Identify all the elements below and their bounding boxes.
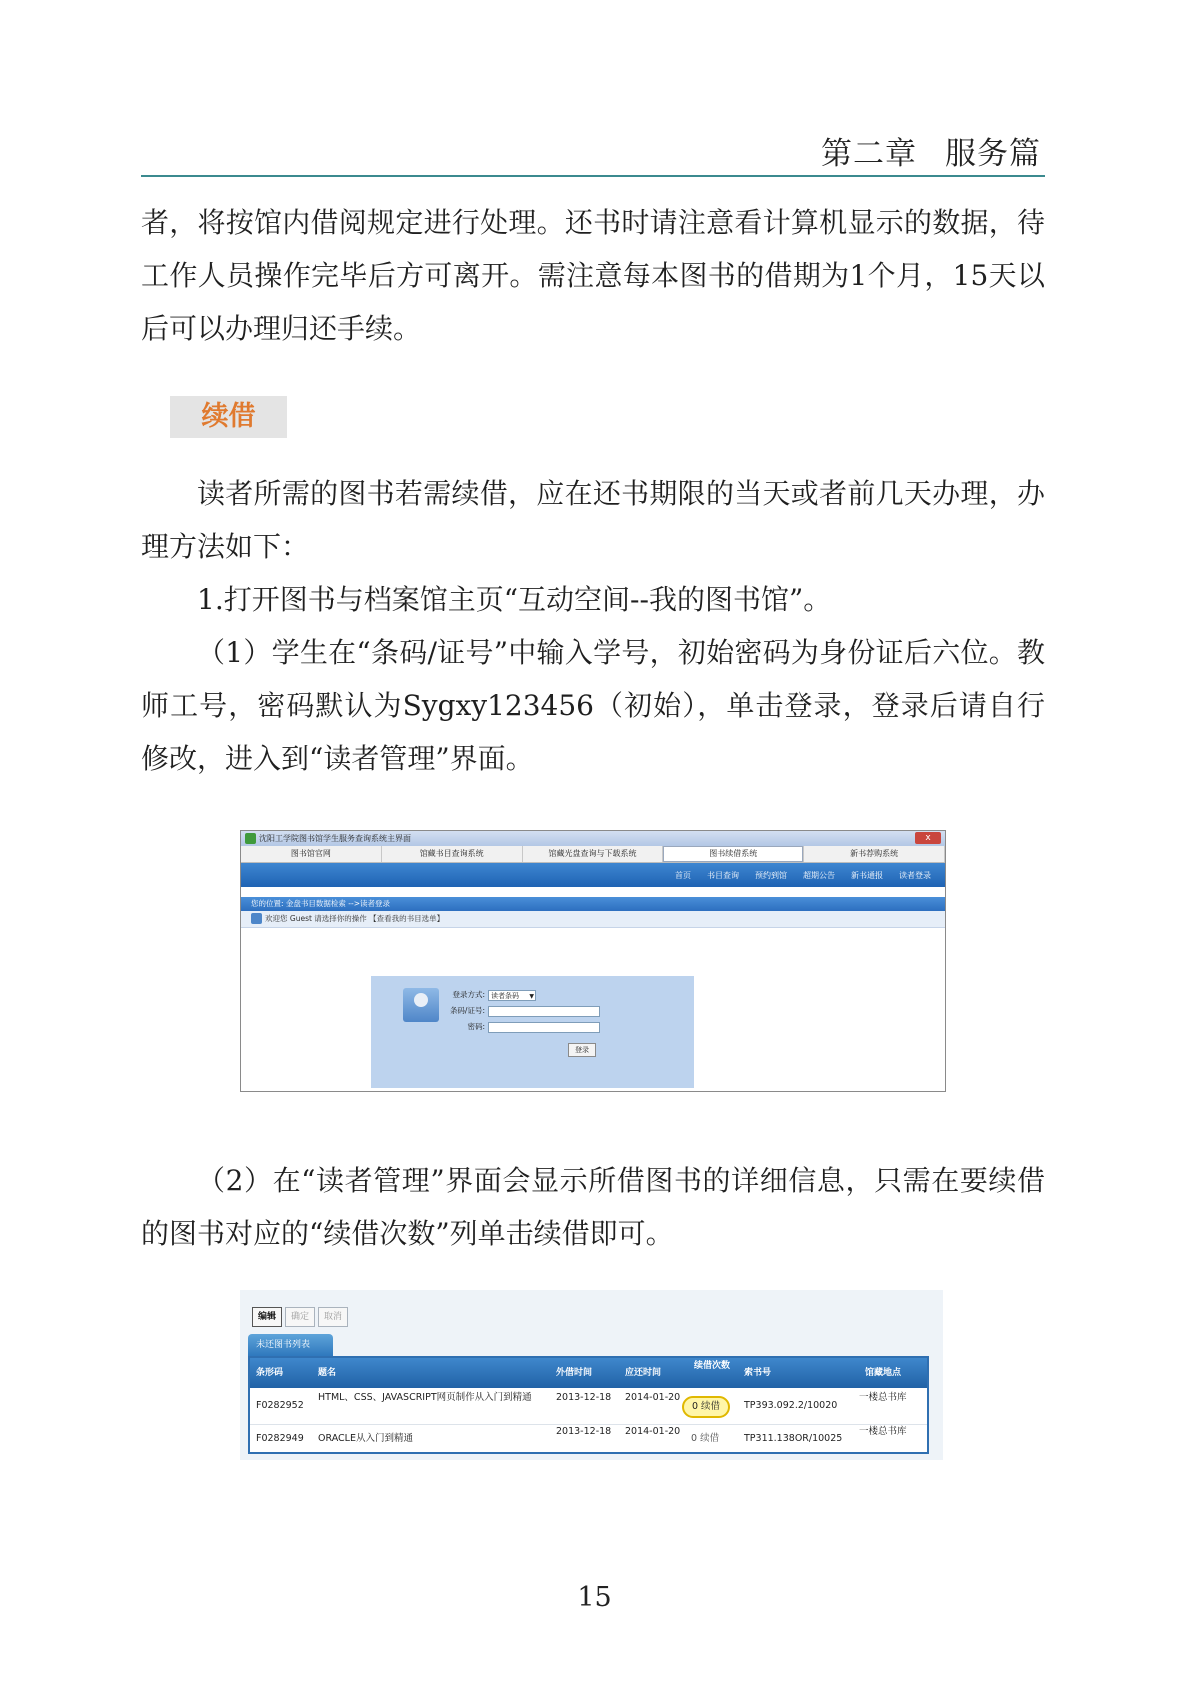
window-title: 沈阳工学院图书馆学生服务查询系统主界面 <box>259 834 411 843</box>
renew-link[interactable]: 0 续借 <box>691 1433 720 1444</box>
cell-lend-date: 2013-12-18 <box>556 1392 612 1403</box>
col-title: 题名 <box>318 1368 337 1378</box>
edit-button[interactable]: 编辑 <box>252 1307 282 1327</box>
col-call-number: 索书号 <box>744 1368 772 1378</box>
tab-book-recommend[interactable]: 新书荐购系统 <box>804 846 945 862</box>
cell-call-number: TP393.092.2/10020 <box>744 1400 838 1411</box>
nav-overdue[interactable]: 超期公告 <box>803 870 835 880</box>
cell-lend-date: 2013-12-18 <box>556 1426 612 1437</box>
password-input[interactable] <box>488 1022 600 1033</box>
page-number: 15 <box>577 1582 612 1613</box>
cell-location: 一楼总书库 <box>859 1392 907 1403</box>
cell-call-number: TP311.138OR/10025 <box>744 1433 843 1444</box>
header-rule <box>141 175 1045 177</box>
cell-due-date: 2014-01-20 <box>625 1426 681 1437</box>
barcode-input[interactable] <box>488 1006 600 1017</box>
table-header <box>250 1358 927 1388</box>
col-renew-count: 续借次数 <box>694 1361 731 1371</box>
nav-catalog[interactable]: 书目查询 <box>707 870 739 880</box>
login-screenshot <box>240 830 946 1092</box>
system-tabs <box>241 846 945 863</box>
col-due-date: 应还时间 <box>625 1368 662 1378</box>
cell-title: HTML、CSS、JAVASCRIPT网页制作从入门到精通 <box>318 1392 532 1403</box>
cell-title: ORACLE从入门到精通 <box>318 1433 413 1444</box>
section-title-renew: 续借 <box>170 396 287 438</box>
cell-barcode: F0282952 <box>256 1400 304 1411</box>
col-barcode: 条形码 <box>256 1368 284 1378</box>
cell-due-date: 2014-01-20 <box>625 1392 681 1403</box>
tab-unreturned-books[interactable]: 未还图书列表 <box>248 1334 333 1356</box>
login-button[interactable]: 登录 <box>568 1043 596 1057</box>
col-location: 馆藏地点 <box>865 1368 902 1378</box>
tab-renew-system[interactable]: 图书续借系统 <box>663 846 804 862</box>
login-area <box>241 928 945 1090</box>
breadcrumb: 您的位置: 金盘书目数据检索 -->读者登录 <box>241 897 945 911</box>
barcode-label: 条码/证号: <box>449 1006 485 1015</box>
tab-library-site[interactable]: 图书馆官网 <box>241 846 382 862</box>
app-icon <box>245 833 256 844</box>
user-icon <box>251 913 262 924</box>
login-method-value: 读者条码 <box>491 991 519 1000</box>
login-method-select[interactable] <box>488 990 536 1001</box>
password-label: 密码: <box>467 1022 485 1031</box>
paragraph-step-1-1: （1）学生在“条码/证号”中输入学号，初始密码为身份证后六位。教师工号，密码默认为Sygxy123456（初始），单击登录，登录后请自行修改，进入到“读者管理”界面。 <box>141 636 1045 775</box>
top-nav <box>241 863 945 887</box>
nav-new-books[interactable]: 新书通报 <box>851 870 883 880</box>
password-row <box>431 1021 600 1033</box>
tab-catalog-search[interactable]: 馆藏书目查询系统 <box>382 846 523 862</box>
nav-home[interactable]: 首页 <box>675 870 691 880</box>
close-icon[interactable]: x <box>915 832 941 844</box>
chevron-down-icon: ▼ <box>529 992 534 1000</box>
renew-button[interactable]: 0 续借 <box>682 1396 730 1418</box>
tab-cd-download[interactable]: 馆藏光盘查询与下载系统 <box>523 846 664 862</box>
nav-reader-login[interactable]: 读者登录 <box>899 870 931 880</box>
confirm-button[interactable]: 确定 <box>285 1307 315 1327</box>
paragraph-renew-intro: 读者所需的图书若需续借，应在还书期限的当天或者前几天办理，办理方法如下： <box>141 477 1045 563</box>
nav-reserve[interactable]: 预约到馆 <box>755 870 787 880</box>
borrowed-books-screenshot <box>240 1290 943 1460</box>
cell-barcode: F0282949 <box>256 1433 304 1444</box>
col-lend-date: 外借时间 <box>556 1368 593 1378</box>
chapter-number: 第二章 <box>821 136 917 172</box>
paragraph-step-1: 1.打开图书与档案馆主页“互动空间--我的图书馆”。 <box>197 583 832 616</box>
barcode-row <box>431 1005 600 1017</box>
chapter-title: 服务篇 <box>945 136 1041 172</box>
borrowed-books-table <box>248 1356 929 1454</box>
table-row <box>250 1424 927 1454</box>
login-panel <box>371 976 694 1088</box>
chapter-header <box>821 128 1041 173</box>
table-row <box>250 1388 927 1425</box>
login-method-label: 登录方式: <box>452 990 485 999</box>
welcome-text: 欢迎您 Guest 请选择你的操作 【查看我的书目选单】 <box>265 914 445 923</box>
paragraph-step-1-2: （2）在“读者管理”界面会显示所借图书的详细信息，只需在要续借的图书对应的“续借次数”列单击续借即可。 <box>141 1164 1045 1250</box>
welcome-bar <box>241 911 945 928</box>
paragraph-return-rules: 者，将按馆内借阅规定进行处理。还书时请注意看计算机显示的数据，待工作人员操作完毕后方可离开。需注意每本图书的借期为1个月，15天以后可以办理归还手续。 <box>141 206 1045 345</box>
login-method-row <box>431 989 536 1001</box>
window-titlebar <box>241 831 945 846</box>
cancel-button[interactable]: 取消 <box>318 1307 348 1327</box>
cell-location: 一楼总书库 <box>859 1426 907 1437</box>
